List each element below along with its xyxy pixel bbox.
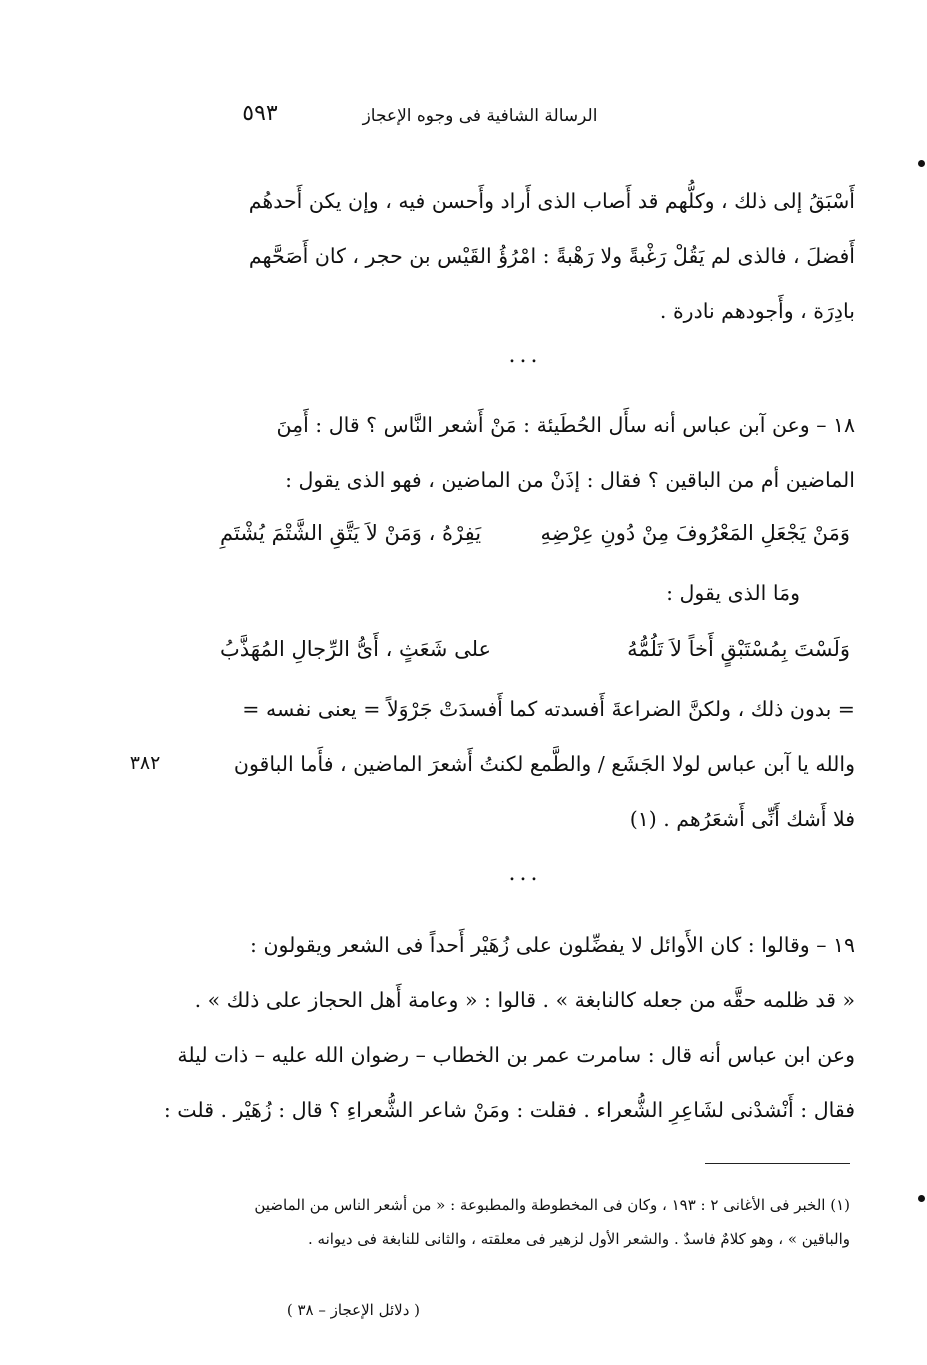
footnote bbox=[160, 1188, 850, 1256]
section-18-continuation bbox=[150, 682, 855, 847]
verse-second-hemistich: يَفِرْهُ ، وَمَنْ لاَ يَتَّقِ الشَّتْمَ يُشْتَمِ bbox=[220, 521, 482, 545]
verse-first-hemistich: وَمَنْ يَجْعَلِ المَعْرُوفَ مِنْ دُونِ عِرْضِهِ bbox=[540, 521, 850, 545]
text-line: « قد ظلمه حقَّه من جعله كالنابغة » . قالوا : « وعامة أَهل الحجاز على ذلك » . bbox=[194, 988, 855, 1012]
edge-dot bbox=[918, 1195, 925, 1202]
text-line: ١٩ – وقالوا : كان الأَوائل لا يفضِّلون على زُهَيْر أَحداً فى الشعر ويقولون : bbox=[250, 933, 855, 957]
footnote-line: والباقين » ، وهو كلامٌ فاسدٌ . والشعر الأول لزهير فى معلقته ، والثانى للنابغة فى ديوانه . bbox=[308, 1230, 850, 1248]
paragraph-1 bbox=[150, 174, 855, 339]
footnote-line: (١) الخبر فى الأغانى ٢ : ١٩٣ ، وكان فى المخطوطة والمطبوعة : « من أشعر الناس من الماضين bbox=[254, 1196, 850, 1214]
section-19 bbox=[150, 918, 855, 1138]
verse-first-hemistich: وَلَسْتَ بِمُسْتَبْقٍ أَخاً لاَ تَلُمُّهُ bbox=[627, 637, 850, 661]
signature-mark: ( دلائل الإعجاز – ٣٨ ) bbox=[286, 1301, 420, 1319]
text-line: أَسْبَقُ إلى ذلك ، وكلُّهم قد أَصاب الذى أَراد وأَحسن فيه ، وإن يكن أَحدهُم bbox=[248, 189, 855, 213]
section-separator: ... bbox=[508, 343, 542, 368]
page-number: ٥٩٣ bbox=[242, 101, 278, 126]
text-line: والله يا آبن عباس لولا الجَشَع / والطَّمع لكنتُ أَشعرَ الماضين ، فأَما الباقون bbox=[233, 752, 855, 776]
text-line: ومَا الذى يقول : bbox=[666, 581, 800, 605]
text-line: فلا أَشك أَنِّى أَشعَرُهم . (١) bbox=[629, 807, 855, 831]
text-line: = بدون ذلك ، ولكنَّ الضراعةَ أَفسدته كما أَفسدَتْ جَرْوَلاً = يعنى نفسه = bbox=[242, 697, 855, 721]
verse-intro bbox=[150, 566, 855, 621]
section-18-intro bbox=[150, 398, 855, 508]
text-line: الماضين أم من الباقين ؟ فقال : إذَنْ من الماضين ، فهو الذى يقول : bbox=[285, 468, 855, 492]
text-line: فقال : أَنْشدْنى لشَاعِرِ الشُّعراء . فقلت : ومَنْ شاعر الشُّعراءِ ؟ قال : زُهَيْر . قلت : bbox=[163, 1098, 855, 1122]
text-line: أَفضلَ ، فالذى لم يَقُلْ رَغْبةً ولا رَهْبةً : امْرُؤُ القَيْس بن حجر ، كان أَصَحَّهم bbox=[248, 244, 855, 268]
margin-page-reference: ٣٨٢ bbox=[129, 752, 161, 774]
verse-2 bbox=[150, 624, 855, 674]
footnote-divider bbox=[705, 1163, 850, 1164]
text-line: بادِرَة ، وأَجودهم نادرة . bbox=[659, 299, 855, 323]
text-line: وعن ابن عباس أنه قال : سامرت عمر بن الخطاب – رضوان الله عليه – ذات ليلة bbox=[177, 1043, 855, 1067]
section-separator: ... bbox=[508, 861, 542, 886]
text-line: ١٨ – وعن آبن عباس أنه سأَل الحُطَيئة : مَنْ أَشعر النَّاس ؟ قال : أَمِنَ bbox=[276, 413, 855, 437]
verse-second-hemistich: على شَعَثٍ ، أَىُّ الرِّجالِ المُهَذَّبُ bbox=[220, 637, 492, 661]
edge-dot bbox=[918, 160, 925, 167]
running-header-title: الرسالة الشافية فى وجوه الإعجاز bbox=[362, 106, 598, 126]
verse-1 bbox=[150, 508, 855, 558]
